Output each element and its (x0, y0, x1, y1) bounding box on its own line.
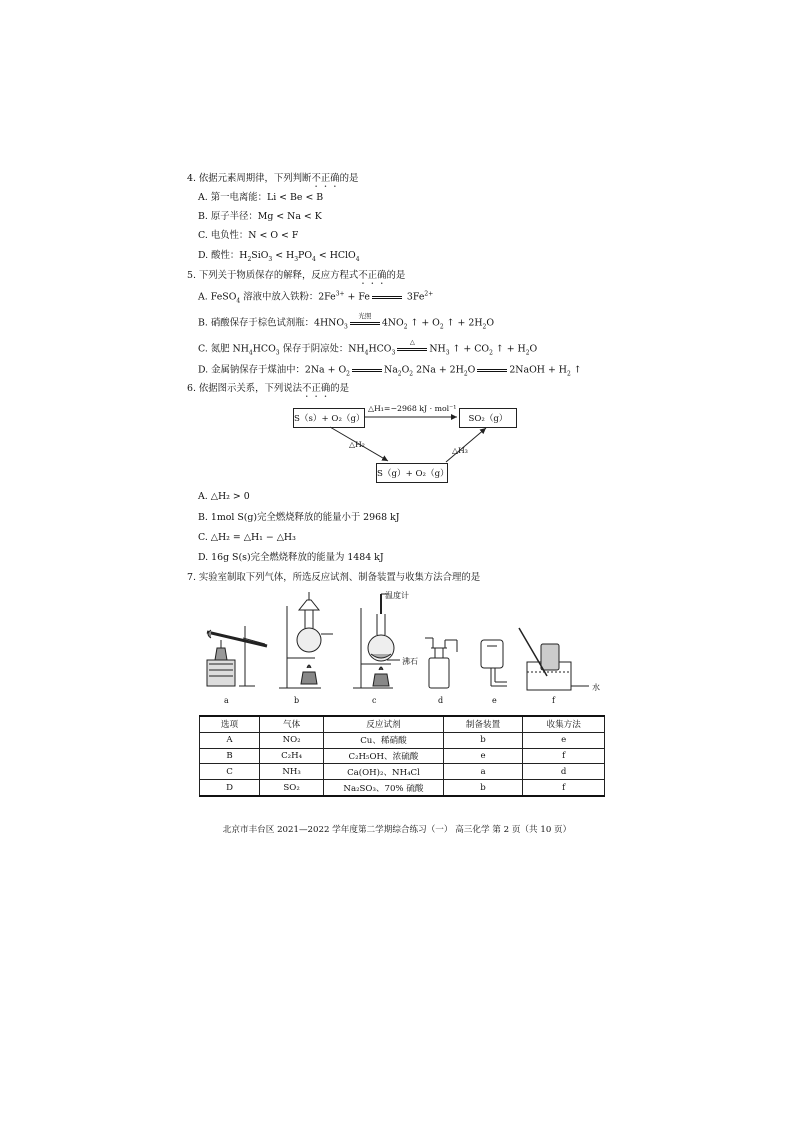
cell: e (443, 748, 523, 764)
header-option: 选项 (200, 716, 260, 732)
cell: C₂H₅OH、浓硫酸 (324, 748, 444, 764)
box-s-gas-o2: S（g）+ O₂（g） (376, 463, 448, 483)
q5-stem: 5. 下列关于物质保存的解释，反应方程式不正确的是 (187, 270, 406, 281)
q4-option-a: A. 第一电离能：Li < Be < B (198, 192, 324, 203)
apparatus-drawings (195, 588, 605, 708)
q6-option-b: B. 1mol S(g)完全燃烧释放的能量小于 2968 kJ (198, 512, 400, 523)
cell: C₂H₄ (260, 748, 324, 764)
cell: NO₂ (260, 732, 324, 748)
cell: A (200, 732, 260, 748)
cell: d (523, 764, 605, 780)
table-header (200, 716, 605, 732)
header-reagent: 反应试剂 (324, 716, 444, 732)
label-dh3: △H₃ (452, 446, 468, 455)
header-collection: 收集方法 (523, 716, 605, 732)
cell: SO₂ (260, 780, 324, 796)
table-row (200, 780, 605, 796)
table-row (200, 764, 605, 780)
header-apparatus: 制备装置 (443, 716, 523, 732)
cell: Ca(OH)₂、NH₄Cl (324, 764, 444, 780)
label-dh1: △H₁=−2968 kJ · mol⁻¹ (368, 404, 457, 413)
cell: C (200, 764, 260, 780)
q4-option-b: B. 原子半径：Mg < Na < K (198, 211, 322, 222)
q4-stem: 4. 依据元素周期律，下列判断不正确的是 (187, 173, 359, 184)
q7-stem: 7. 实验室制取下列气体，所选反应试剂、制备装置与收集方法合理的是 (187, 572, 481, 583)
apparatus-label-b: b (294, 696, 300, 705)
q6-stem: 6. 依据图示关系，下列说法不正确的是 (187, 383, 349, 394)
q5-option-d: D. 金属钠保存于煤油中：$2Na + O_2$ $Na_2O_2$ $2Na + 2H_2O$ 2NaOH + $H_2$ ↑ (198, 364, 582, 378)
table-row (200, 732, 605, 748)
apparatus-label-e: e (492, 696, 497, 705)
box-so2: SO₂（g） (459, 408, 517, 428)
q6-option-a: A. △H₂ > 0 (198, 491, 250, 502)
label-water: 水 (592, 683, 600, 692)
box-s-solid-o2: S（s）+ O₂（g） (293, 408, 365, 428)
q4-option-c: C. 电负性：N < O < F (198, 230, 299, 241)
apparatus-a (207, 626, 267, 686)
cell: b (443, 732, 523, 748)
apparatus-b (279, 592, 333, 688)
q5-option-b: B. 硝酸保存于棕色试剂瓶：$4HNO_3$ 光照 $4NO_2$ ↑ + $O_2$ ↑ + $2H_2O$ (198, 312, 495, 331)
label-thermometer: 温度计 (385, 591, 409, 600)
cell: f (523, 748, 605, 764)
q4-option-d: D. 酸性：$H_2SiO_3 < H_3PO_4$ < HClO$_4$ (198, 250, 360, 263)
page-footer: 北京市丰台区 2021—2022 学年度第二学期综合练习（一） 高三化学 第 2 页（共 10 页） (222, 825, 572, 835)
cell: NH₃ (260, 764, 324, 780)
cell: e (523, 732, 605, 748)
label-boiling-stone: 沸石 (402, 657, 418, 666)
apparatus-label-a: a (224, 696, 229, 705)
diagram-arrows (0, 0, 794, 500)
apparatus-label-c: c (372, 696, 377, 705)
q6-option-d: D. 16g S(s)完全燃烧释放的能量为 1484 kJ (198, 552, 384, 563)
q6-option-c: C. △H₂ = △H₁ − △H₃ (198, 532, 296, 543)
cell: Na₂SO₃、70% 硫酸 (324, 780, 444, 796)
apparatus-e (481, 640, 507, 686)
cell: B (200, 748, 260, 764)
cell: D (200, 780, 260, 796)
apparatus-label-f: f (552, 696, 555, 705)
table-row (200, 748, 605, 764)
arrow-dh3 (446, 428, 486, 462)
apparatus-c (353, 594, 400, 688)
cell: a (443, 764, 523, 780)
apparatus-d (425, 638, 457, 688)
apparatus-label-d: d (438, 696, 444, 705)
q5-option-c: C. 氮肥 $NH_4HCO_3$ 保存于阴凉处：$NH_4HCO_3$ △ $NH_3$ ↑ + $CO_2$ ↑ + $H_2O$ (198, 338, 538, 357)
cell: f (523, 780, 605, 796)
apparatus-f (519, 628, 589, 690)
cell: Cu、稀硝酸 (324, 732, 444, 748)
cell: b (443, 780, 523, 796)
q5-option-a: A. FeSO$_4$ 溶液中放入铁粉：$2Fe^{3+} + Fe$ $3Fe^{2+}$ (198, 290, 434, 305)
options-table (199, 715, 605, 797)
header-gas: 气体 (260, 716, 324, 732)
label-dh2: △H₂ (349, 440, 365, 449)
